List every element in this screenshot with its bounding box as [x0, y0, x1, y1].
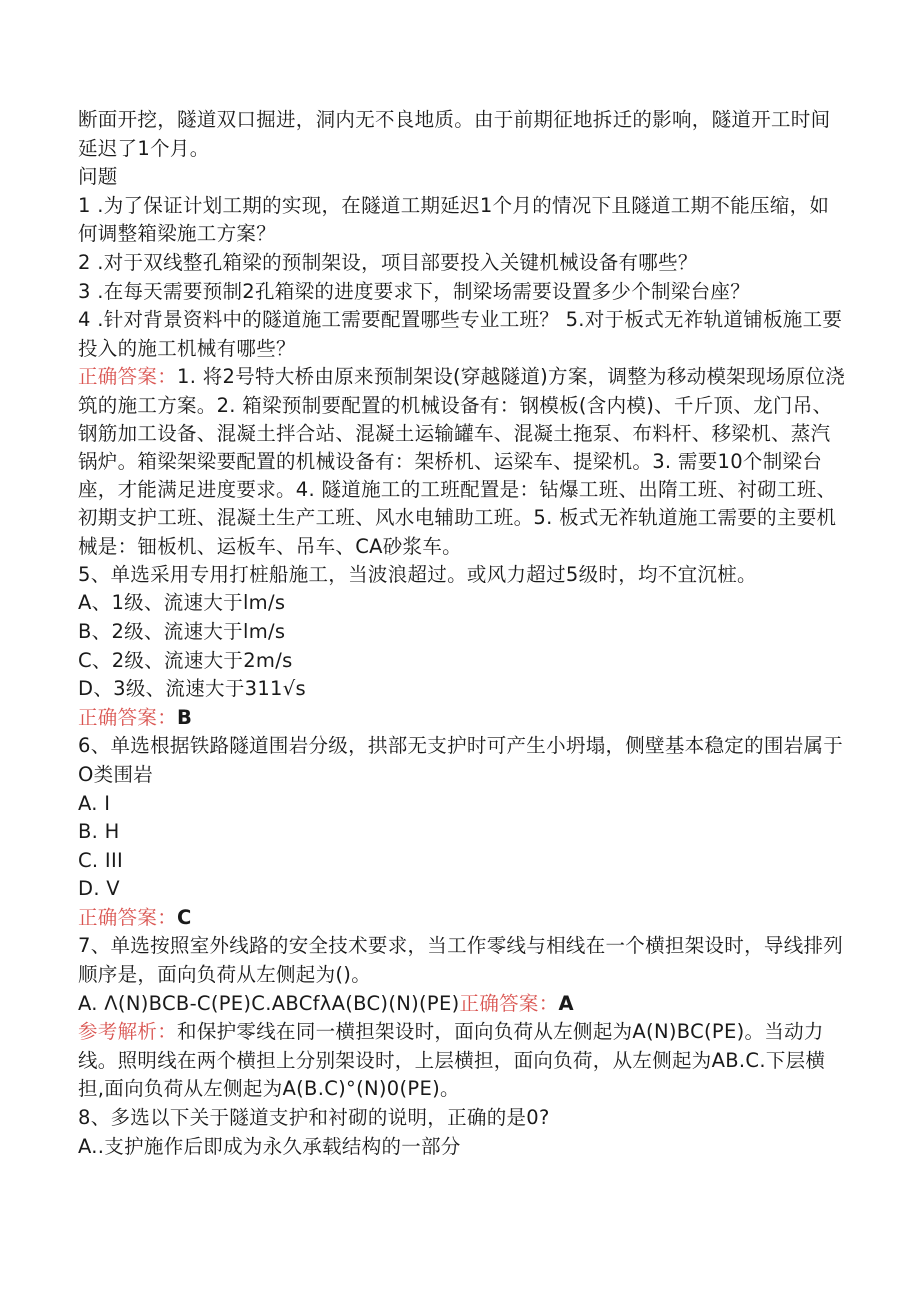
question-1: 1 .为了保证计划工期的实现，在隧道工期延迟1个月的情况下且隧道工期不能压缩，如何调整箱梁施工方案？ [78, 193, 830, 246]
document-page [78, 106, 848, 1161]
question-4-5: 4 .针对背景资料中的隧道施工需要配置哪些专业工班？ 5.对于板式无祚轨道铺板施工要投入的施工机械有哪些？ [78, 308, 843, 360]
q5-option-b: B、2级、流速大于lm/s [78, 619, 286, 643]
questions-heading: 问题 [78, 165, 118, 189]
question-3: 3 .在每天需要预制2孔箱梁的进度要求下，制梁场需要设置多少个制梁台座？ [78, 279, 751, 303]
intro-paragraph: 断面开挖，隧道双口掘进，洞内无不良地质。由于前期征地拆迁的影响，隧道开工时间延迟了1个月。 [78, 108, 831, 160]
q6-stem: 6、单选根据铁路隧道围岩分级，拱部无支护时可产生小坍塌，侧壁基本稳定的围岩属于O类围岩 [78, 734, 844, 786]
q5-stem: 5、单选采用专用打桩船施工，当波浪超过。或风力超过5级时，均不宜沉桩。 [78, 562, 757, 586]
q6-option-a: A. I [78, 791, 111, 815]
case-answer [78, 363, 848, 560]
q6-option-b: B. H [78, 820, 120, 844]
q5-option-a: A、1级、流速大于lm/s [78, 591, 286, 615]
q7-analysis-text: 和保护零线在同一横担架设时，面向负荷从左侧起为A(N)BC(PE)。当动力线。照明线在两个横担上分别架设时，上层横担，面向负荷，从左侧起为AB.C.下层横担,面向负荷从左侧起为A(B.C)°(N)0(PE)。 [78, 1020, 826, 1101]
q7-stem: 7、单选按照室外线路的安全技术要求，当工作零线与相线在一个横担架设时，导线排列顺序是，面向负荷从左侧起为()。 [78, 934, 844, 987]
answer-label: 正确答案： [459, 991, 559, 1015]
q7-option-line: A. Λ(N)BCB-C(PE)C.ABCfλA(BC)(N)(PE) [78, 991, 460, 1015]
analysis-label: 参考解析： [78, 1020, 178, 1044]
q6-answer-value: C [177, 905, 192, 929]
answer-label: 正确答案： [78, 365, 178, 389]
q7-answer-value: A [558, 991, 574, 1015]
q5-option-c: C、2级、流速大于2m/s [78, 648, 293, 672]
q6-answer [78, 904, 848, 933]
q8-option-a: A..支护施作后即成为永久承载结构的一部分 [78, 1134, 461, 1158]
q5-answer-value: B [177, 705, 193, 729]
q6-option-d: D. V [78, 877, 120, 901]
q6-option-c: C. III [78, 848, 124, 872]
q5-answer [78, 704, 848, 733]
question-2: 2 .对于双线整孔箱梁的预制架设，项目部要投入关键机械设备有哪些？ [78, 250, 698, 274]
q5-option-d: D、3级、流速大于311√s [78, 677, 306, 701]
answer-label: 正确答案： [78, 905, 178, 929]
case-answer-text: 1. 将2号特大桥由原来预制架设(穿越隧道)方案，调整为移动模架现场原位浇筑的施工方案。2. 箱梁预制要配置的机械设备有：钢模板(含内模)、千斤顶、龙门吊、钢筋加工设备、混凝土拌合站、混凝土运输罐车、混凝土拖泵、布料杆、移梁机、蒸汽锅炉。箱梁架梁要配置的机械设备有：架桥机、运梁车、提梁机。3. 需要10个制梁台座，才能满足进度要求。4. 隧道施工的工班配置是：钻爆工班、出隋工班、衬砌工班、初期支护工班、混凝土生产工班、风水电辅助工班。5. 板式无祚轨道施工需要的主要机械是：钿板机、运板车、吊车、CA砂浆车。 [78, 365, 846, 558]
q7-analysis [78, 1018, 848, 1104]
answer-label: 正确答案： [78, 705, 178, 729]
q7-options-answer [78, 990, 848, 1019]
q8-stem: 8、多选以下关于隧道支护和衬砌的说明，正确的是0? [78, 1106, 550, 1130]
